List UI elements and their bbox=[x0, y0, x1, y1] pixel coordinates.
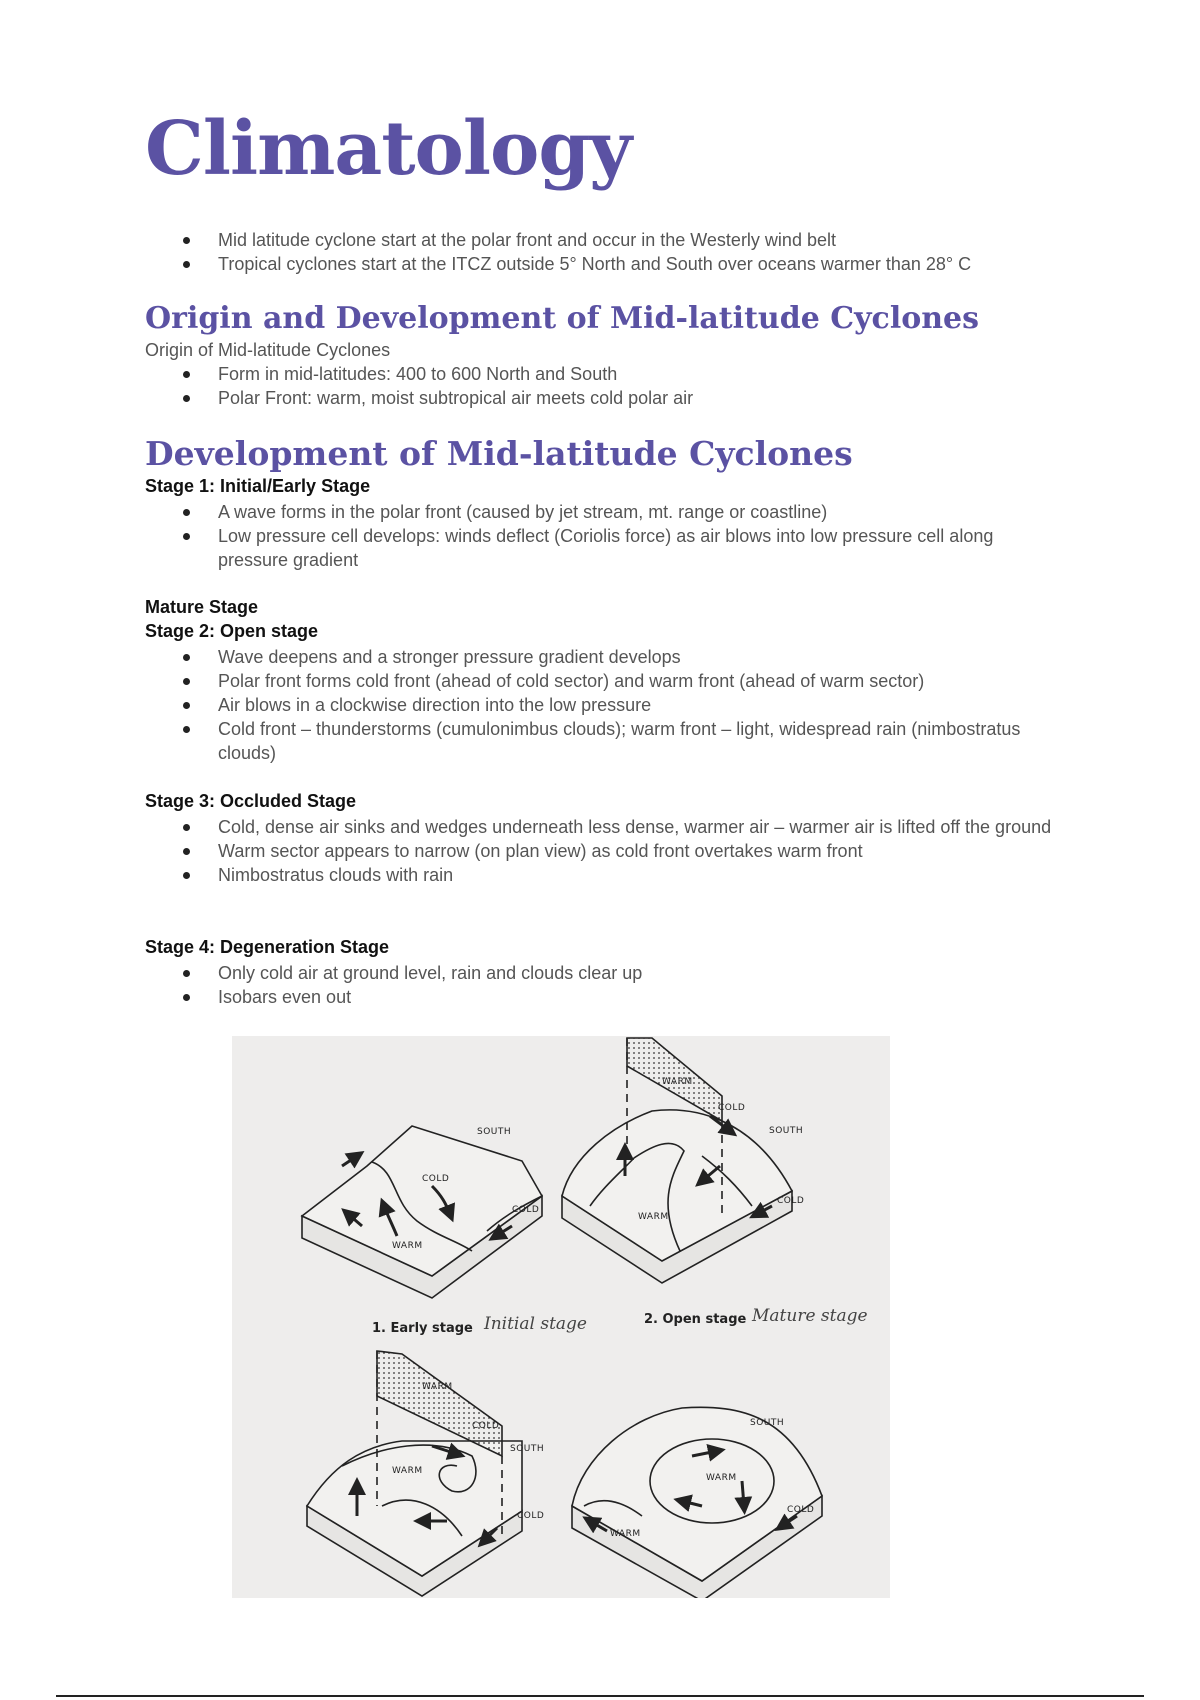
list-item: Cold front – thunderstorms (cumulonimbus clouds); warm front – light, widespread rain (nimbostratus clouds) bbox=[145, 717, 1065, 765]
development-heading: Development of Mid-latitude Cyclones bbox=[145, 434, 853, 473]
diagram-label-warm: WARM bbox=[392, 1241, 423, 1251]
list-item: Warm sector appears to narrow (on plan view) as cold front overtakes warm front bbox=[145, 839, 1065, 863]
footer-divider bbox=[56, 1695, 1144, 1697]
diagram-label-warm: WARM bbox=[610, 1529, 641, 1539]
list-item: Low pressure cell develops: winds deflect (Coriolis force) as air blows into low pressure cell along pressure gradient bbox=[145, 524, 1065, 572]
degeneration-stage-block bbox=[572, 1407, 822, 1598]
diagram-label-warm: WARM bbox=[392, 1466, 423, 1476]
diagram-label-warm: WARM bbox=[638, 1212, 669, 1222]
list-item: Isobars even out bbox=[145, 985, 1065, 1009]
stage1-bullet-list bbox=[145, 500, 1065, 572]
list-item: Cold, dense air sinks and wedges underneath less dense, warmer air – warmer air is lifted off the ground bbox=[145, 815, 1065, 839]
early-stage-block bbox=[302, 1126, 542, 1298]
list-item: Nimbostratus clouds with rain bbox=[145, 863, 1065, 887]
stage1-label: Stage 1: Initial/Early Stage bbox=[145, 476, 371, 496]
list-item: Wave deepens and a stronger pressure gradient develops bbox=[145, 645, 1065, 669]
intro-bullet-list bbox=[145, 228, 1065, 276]
diagram-label-cold: COLD bbox=[517, 1511, 545, 1521]
origin-subheading: Origin of Mid-latitude Cyclones bbox=[145, 340, 391, 360]
handwritten-note-mature: Mature stage bbox=[752, 1306, 868, 1326]
diagram-label-south: SOUTH bbox=[510, 1444, 545, 1454]
caption-open-stage: 2. Open stage bbox=[644, 1312, 747, 1327]
list-item: Polar front forms cold front (ahead of cold sector) and warm front (ahead of warm sector) bbox=[145, 669, 1065, 693]
list-item: Polar Front: warm, moist subtropical air meets cold polar air bbox=[145, 386, 1065, 410]
diagram-label-south: SOUTH bbox=[477, 1127, 512, 1137]
mature-stage-label: Mature Stage bbox=[145, 597, 259, 617]
diagram-label-warm: WARM bbox=[422, 1382, 453, 1392]
origin-bullet-list bbox=[145, 362, 1065, 410]
diagram-label-cold: COLD bbox=[512, 1205, 540, 1215]
diagram-label-warm: WARM bbox=[662, 1077, 693, 1087]
stage3-bullet-list bbox=[145, 815, 1065, 887]
stage3-label: Stage 3: Occluded Stage bbox=[145, 791, 357, 811]
diagram-label-warm: WARM bbox=[706, 1473, 737, 1483]
stage2-label: Stage 2: Open stage bbox=[145, 621, 319, 641]
caption-early-stage: 1. Early stage bbox=[372, 1321, 473, 1336]
cyclone-stages-figure bbox=[232, 1036, 890, 1598]
list-item: A wave forms in the polar front (caused by jet stream, mt. range or coastline) bbox=[145, 500, 1065, 524]
stage4-label: Stage 4: Degeneration Stage bbox=[145, 937, 390, 957]
diagram-label-cold: COLD bbox=[422, 1174, 450, 1184]
diagram-label-cold: COLD bbox=[472, 1421, 500, 1431]
page-title: Climatology bbox=[145, 106, 632, 192]
cyclone-diagram bbox=[232, 1036, 890, 1598]
diagram-label-south: SOUTH bbox=[750, 1418, 785, 1428]
list-item: Form in mid-latitudes: 400 to 600 North and South bbox=[145, 362, 1065, 386]
diagram-label-cold: COLD bbox=[718, 1103, 746, 1113]
handwritten-note-initial: Initial stage bbox=[484, 1314, 587, 1334]
list-item: Mid latitude cyclone start at the polar front and occur in the Westerly wind belt bbox=[145, 228, 1065, 252]
diagram-label-cold: COLD bbox=[787, 1505, 815, 1515]
list-item: Tropical cyclones start at the ITCZ outside 5° North and South over oceans warmer than 28° C bbox=[145, 252, 1065, 276]
list-item: Air blows in a clockwise direction into the low pressure bbox=[145, 693, 1065, 717]
origin-heading: Origin and Development of Mid-latitude Cyclones bbox=[145, 301, 980, 336]
diagram-label-cold: COLD bbox=[777, 1196, 805, 1206]
stage2-bullet-list bbox=[145, 645, 1065, 765]
list-item: Only cold air at ground level, rain and clouds clear up bbox=[145, 961, 1065, 985]
open-stage-block bbox=[562, 1038, 792, 1283]
diagram-label-south: SOUTH bbox=[769, 1126, 804, 1136]
stage4-bullet-list bbox=[145, 961, 1065, 1009]
